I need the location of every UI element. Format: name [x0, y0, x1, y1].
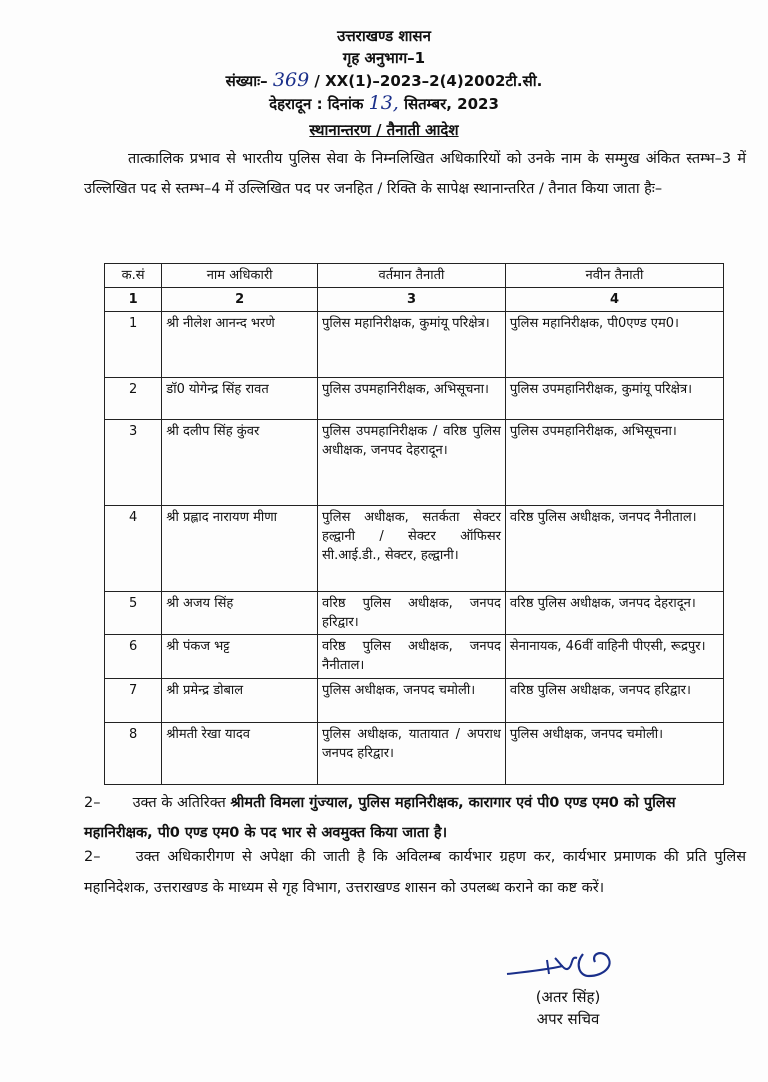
number-label: संख्याः–: [225, 72, 268, 90]
cell-name: श्री प्रह्लाद नारायण मीणा: [162, 506, 318, 592]
table-row: [105, 312, 724, 378]
order-subject: स्थानान्तरण / तैनाती आदेश: [309, 121, 459, 139]
signatory-name: (अतर सिंह): [535, 988, 601, 1006]
transfer-table: [104, 263, 724, 785]
cell-new: पुलिस उपमहानिरीक्षक, अभिसूचना।: [505, 420, 723, 506]
table-row: [105, 420, 724, 506]
cell-sn: 1: [105, 312, 162, 378]
header-new: नवीन तैनाती: [505, 264, 723, 288]
cell-new: वरिष्ठ पुलिस अधीक्षक, जनपद हरिद्वार।: [505, 679, 723, 723]
intro-paragraph: तात्कालिक प्रभाव से भारतीय पुलिस सेवा के निम्नलिखित अधिकारियों को उनके नाम के सम्मुख अंकित स्तम्भ–3 में उल्लिखित पद से स्तम्भ–4 में उल्लिखित पद पर जनहित / रिक्ति के सापेक्ष स्थानान्तरित / तैनात किया जाता हैः–: [84, 151, 746, 197]
cell-current: वरिष्ठ पुलिस अधीक्षक, जनपद नैनीताल।: [318, 635, 506, 679]
cell-current: पुलिस महानिरीक्षक, कुमांयू परिक्षेत्र।: [318, 312, 506, 378]
cell-new: पुलिस उपमहानिरीक्षक, कुमांयू परिक्षेत्र।: [505, 378, 723, 420]
column-number: 1: [105, 288, 162, 312]
column-number: 2: [162, 288, 318, 312]
signatory-block: [508, 986, 628, 1030]
paragraph-2-bold: श्रीमती विमला गुंज्याल, पुलिस महानिरीक्षक, कारागार एवं पी0 एण्ड एम0 को पुलिस महानिरीक्षक, पी0 एण्ड एम0 के पद भार से अवमुक्त किया जाता है।: [84, 795, 676, 841]
cell-sn: 6: [105, 635, 162, 679]
column-number-row: [105, 288, 724, 312]
govt-title: उत्तराखण्ड शासन: [337, 27, 431, 45]
cell-current: पुलिस उपमहानिरीक्षक, अभिसूचना।: [318, 378, 506, 420]
header-sn: क.सं: [105, 264, 162, 288]
table-row: [105, 723, 724, 785]
cell-new: वरिष्ठ पुलिस अधीक्षक, जनपद नैनीताल।: [505, 506, 723, 592]
table-row: [105, 592, 724, 635]
cell-name: डॉ0 योगेन्द्र सिंह रावत: [162, 378, 318, 420]
cell-name: श्री दलीप सिंह कुंवर: [162, 420, 318, 506]
cell-new: पुलिस अधीक्षक, जनपद चमोली।: [505, 723, 723, 785]
paragraph-3-text: उक्त अधिकारीगण से अपेक्षा की जाती है कि अविलम्ब कार्यभार ग्रहण कर, कार्यभार प्रमाणक की प्रति पुलिस महानिदेशक, उत्तराखण्ड के माध्यम से गृह विभाग, उत्तराखण्ड शासन को उपलब्ध कराने का कष्ट करें।: [84, 849, 746, 896]
date-handwritten: 13,: [368, 92, 399, 114]
cell-new: पुलिस महानिरीक्षक, पी0एण्ड एम0।: [505, 312, 723, 378]
paragraph-2-lead: उक्त के अतिरिक्त: [132, 795, 226, 811]
cell-name: श्री नीलेश आनन्द भरणे: [162, 312, 318, 378]
cell-sn: 5: [105, 592, 162, 635]
table-row: [105, 378, 724, 420]
paragraph-2: [84, 788, 746, 848]
cell-current: पुलिस अधीक्षक, यातायात / अपराध जनपद हरिद्वार।: [318, 723, 506, 785]
table-row: [105, 506, 724, 592]
cell-new: सेनानायक, 46वीं वाहिनी पीएसी, रूद्रपुर।: [505, 635, 723, 679]
signature-image: [505, 946, 635, 986]
cell-name: श्री अजय सिंह: [162, 592, 318, 635]
signatory-designation: अपर सचिव: [536, 1010, 600, 1028]
cell-current: वरिष्ठ पुलिस अधीक्षक, जनपद हरिद्वार।: [318, 592, 506, 635]
date-suffix: सितम्बर, 2023: [404, 95, 499, 113]
cell-sn: 7: [105, 679, 162, 723]
cell-current: पुलिस उपमहानिरीक्षक / वरिष्ठ पुलिस अधीक्षक, जनपद देहरादून।: [318, 420, 506, 506]
header-current: वर्तमान तैनाती: [318, 264, 506, 288]
paragraph-number: 2–: [84, 849, 101, 865]
header-name: नाम अधिकारी: [162, 264, 318, 288]
cell-current: पुलिस अधीक्षक, सतर्कता सेक्टर हल्द्वानी / सेक्टर ऑफिसर सी.आई.डी., सेक्टर, हल्द्वानी।: [318, 506, 506, 592]
order-date: [0, 93, 768, 114]
cell-sn: 8: [105, 723, 162, 785]
column-number: 3: [318, 288, 506, 312]
paragraph-3: [84, 842, 746, 904]
number-handwritten: 369: [272, 69, 310, 91]
paragraph-number: 2–: [84, 795, 101, 811]
number-suffix: / XX(1)–2023–2(4)2002टी.सी.: [314, 72, 543, 90]
cell-new: वरिष्ठ पुलिस अधीक्षक, जनपद देहरादून।: [505, 592, 723, 635]
cell-sn: 4: [105, 506, 162, 592]
column-number: 4: [505, 288, 723, 312]
date-prefix: देहरादून : दिनांक: [269, 95, 364, 113]
section-title: गृह अनुभाग–1: [342, 49, 426, 67]
cell-sn: 2: [105, 378, 162, 420]
cell-name: श्रीमती रेखा यादव: [162, 723, 318, 785]
table-header-row: [105, 264, 724, 288]
cell-name: श्री पंकज भट्ट: [162, 635, 318, 679]
order-number: [0, 70, 768, 91]
table-row: [105, 679, 724, 723]
cell-sn: 3: [105, 420, 162, 506]
cell-name: श्री प्रमेन्द्र डोबाल: [162, 679, 318, 723]
table-row: [105, 635, 724, 679]
cell-current: पुलिस अधीक्षक, जनपद चमोली।: [318, 679, 506, 723]
